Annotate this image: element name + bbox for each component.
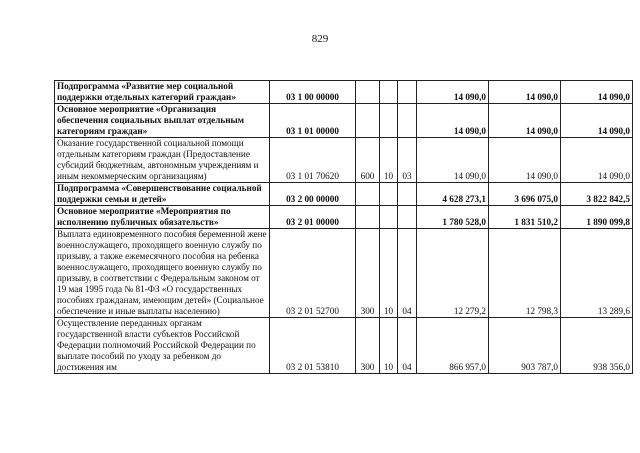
table-row — [55, 183, 633, 206]
table-row — [55, 206, 633, 229]
row-code: 03 2 01 53810 — [270, 318, 356, 374]
row-year2: 14 090,0 — [489, 138, 561, 183]
row-pr: 04 — [398, 318, 417, 374]
row-rz: 10 — [380, 229, 398, 318]
row-year2: 1 831 510,2 — [489, 206, 561, 229]
row-code: 03 2 00 00000 — [270, 183, 356, 206]
row-year3: 3 822 842,5 — [561, 183, 633, 206]
row-vr — [356, 81, 380, 104]
row-year1: 14 090,0 — [417, 81, 489, 104]
row-vr: 300 — [356, 229, 380, 318]
row-code: 03 1 00 00000 — [270, 81, 356, 104]
table-row — [55, 104, 633, 138]
row-vr — [356, 206, 380, 229]
row-pr — [398, 183, 417, 206]
row-code: 03 2 01 52700 — [270, 229, 356, 318]
row-name: Основное мероприятие «Мероприятия по исполнению публичных обязательств» — [55, 206, 270, 229]
row-vr — [356, 183, 380, 206]
row-name: Осуществление переданных органам государственной власти субъектов Российской Федерации полномочий Российской Федерации по выплате пособий по уходу за ребенком до достижения им — [55, 318, 270, 374]
row-vr: 300 — [356, 318, 380, 374]
row-name: Основное мероприятие «Организация обеспечения социальных выплат отдельным категориям граждан» — [55, 104, 270, 138]
row-pr — [398, 104, 417, 138]
row-pr: 03 — [398, 138, 417, 183]
row-code: 03 1 01 70620 — [270, 138, 356, 183]
row-pr — [398, 81, 417, 104]
row-rz — [380, 206, 398, 229]
row-vr — [356, 104, 380, 138]
row-year3: 14 090,0 — [561, 104, 633, 138]
row-name: Подпрограмма «Развитие мер социальной поддержки отдельных категорий граждан» — [55, 81, 270, 104]
row-year1: 14 090,0 — [417, 104, 489, 138]
row-year2: 14 090,0 — [489, 81, 561, 104]
page-number: 829 — [311, 33, 329, 45]
row-year2: 903 787,0 — [489, 318, 561, 374]
row-code: 03 2 01 00000 — [270, 206, 356, 229]
row-rz: 10 — [380, 318, 398, 374]
row-year3: 13 289,6 — [561, 229, 633, 318]
row-pr: 04 — [398, 229, 417, 318]
row-year1: 12 279,2 — [417, 229, 489, 318]
row-year2: 14 090,0 — [489, 104, 561, 138]
row-name: Оказание государственной социальной помощи отдельным категориям граждан (Предоставление субсидий бюджетным, автономным учреждениям и иным некоммерческим организациям) — [55, 138, 270, 183]
table-row — [55, 138, 633, 183]
table-row — [55, 318, 633, 374]
row-year1: 866 957,0 — [417, 318, 489, 374]
row-year2: 12 798,3 — [489, 229, 561, 318]
row-rz — [380, 81, 398, 104]
row-name: Выплата единовременного пособия беременной жене военнослужащего, проходящего военную службу по призыву, а также ежемесячного пособия на ребенка военнослужащего, проходящего военную службу по призыву, в соответствии с Федеральным законом от 19 мая 1995 года № 81-ФЗ «О государственных пособиях гражданам, имеющим детей» (Социальное обеспечение и иные выплаты населению) — [55, 229, 270, 318]
row-year1: 1 780 528,0 — [417, 206, 489, 229]
row-code: 03 1 01 00000 — [270, 104, 356, 138]
table-row — [55, 229, 633, 318]
row-year3: 1 890 099,8 — [561, 206, 633, 229]
row-year1: 4 628 273,1 — [417, 183, 489, 206]
row-name: Подпрограмма «Совершенствование социальной поддержки семьи и детей» — [55, 183, 270, 206]
row-year3: 14 090,0 — [561, 138, 633, 183]
row-year1: 14 090,0 — [417, 138, 489, 183]
row-rz — [380, 183, 398, 206]
row-year3: 938 356,0 — [561, 318, 633, 374]
budget-table — [54, 80, 633, 374]
row-vr: 600 — [356, 138, 380, 183]
table-row — [55, 81, 633, 104]
row-year3: 14 090,0 — [561, 81, 633, 104]
row-year2: 3 696 075,0 — [489, 183, 561, 206]
row-rz: 10 — [380, 138, 398, 183]
row-pr — [398, 206, 417, 229]
row-rz — [380, 104, 398, 138]
